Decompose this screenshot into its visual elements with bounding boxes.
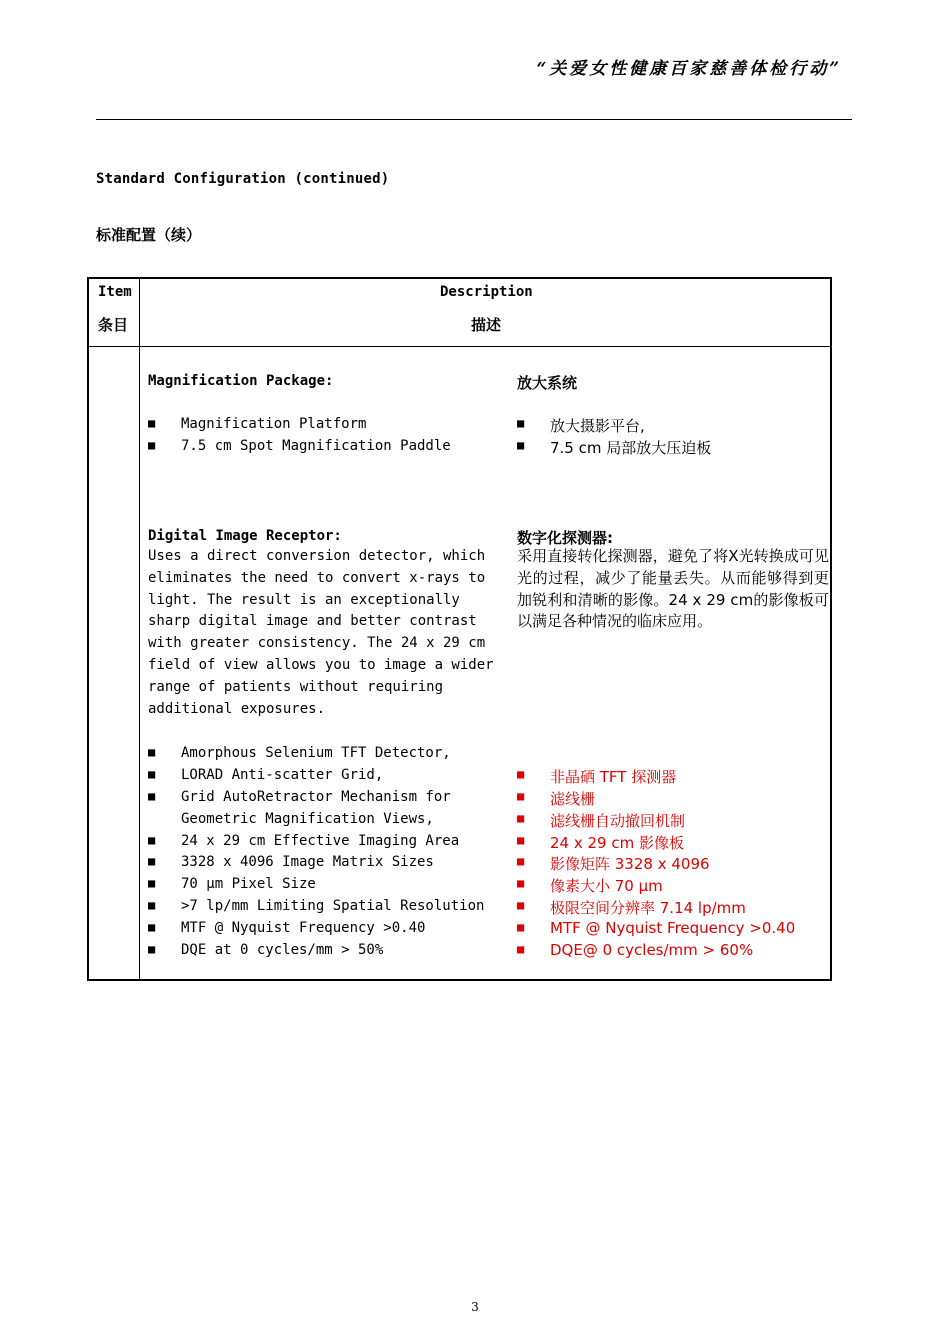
bullet: ■ [148, 898, 156, 912]
bullet: ■ [517, 438, 525, 452]
section-title-zh: 标准配置（续） [96, 226, 202, 244]
section-title-en: Standard Configuration (continued) [96, 171, 390, 187]
config-table [87, 277, 832, 981]
spec-item-en: DQE at 0 cycles/mm > 50% [181, 942, 384, 958]
spec-item-zh: 非晶硒 TFT 探测器 [550, 768, 677, 786]
bullet: ■ [148, 745, 156, 759]
magnification-title-en: Magnification Package: [148, 373, 334, 389]
magnification-item-zh: 7.5 cm 局部放大压迫板 [550, 439, 712, 457]
spec-item-en: LORAD Anti-scatter Grid, [181, 767, 384, 783]
spec-item-en: Grid AutoRetractor Mechanism for [181, 789, 451, 805]
paragraph-line: sharp digital image and better contrast [148, 613, 477, 630]
spec-item-zh: 极限空间分辨率 7.14 lp/mm [550, 899, 746, 917]
spec-item-zh: 影像矩阵 3328 x 4096 [550, 855, 710, 873]
receptor-paragraph-zh: 采用直接转化探测器，避免了将X光转换成可见光的过程，减少了能量丢失。从而能够得到更加锐利和清晰的影像。24 x 29 cm的影像板可以满足各种情况的临床应用。 [517, 547, 829, 631]
header-description-en: Description [440, 284, 533, 300]
bullet: ■ [148, 767, 156, 781]
bullet: ■ [148, 854, 156, 868]
paragraph-line: Uses a direct conversion detector, which [148, 548, 486, 564]
receptor-paragraph-en [148, 546, 494, 720]
spec-item-zh: 滤线栅 [550, 790, 596, 808]
spec-item-zh: 24 x 29 cm 影像板 [550, 834, 684, 852]
bullet: ■ [517, 854, 525, 868]
header-divider [96, 119, 852, 120]
header-description-zh: 描述 [471, 316, 502, 334]
header-slogan: “关爱女性健康百家慈善体检行动” [536, 59, 842, 79]
spec-item-en: >7 lp/mm Limiting Spatial Resolution [181, 898, 485, 914]
magnification-item-en: Magnification Platform [181, 416, 367, 432]
spec-item-en: Geometric Magnification Views, [181, 811, 434, 827]
column-divider [139, 279, 140, 979]
page-number: 3 [471, 1300, 479, 1314]
bullet: ■ [517, 416, 525, 430]
paragraph-line: with greater consistency. The 24 x 29 cm [148, 635, 486, 652]
paragraph-line: additional exposures. [148, 700, 326, 717]
bullet: ■ [517, 789, 525, 803]
receptor-title-en: Digital Image Receptor: [148, 528, 342, 544]
paragraph-line: light. The result is an exceptionally [148, 591, 460, 608]
bullet: ■ [148, 416, 156, 430]
magnification-title-zh: 放大系统 [517, 374, 578, 392]
paragraph-line: eliminates the need to convert x-rays to [148, 569, 486, 586]
magnification-item-zh: 放大摄影平台, [550, 417, 645, 435]
spec-item-en: 24 x 29 cm Effective Imaging Area [181, 833, 460, 849]
spec-item-zh: DQE@ 0 cycles/mm > 60% [550, 941, 754, 959]
bullet: ■ [517, 767, 525, 781]
spec-item-en: Amorphous Selenium TFT Detector, [181, 745, 451, 761]
paragraph-line: range of patients without requiring [148, 678, 444, 695]
bullet: ■ [517, 920, 525, 934]
spec-item-zh: 像素大小 70 μm [550, 877, 663, 895]
bullet: ■ [517, 811, 525, 825]
bullet: ■ [517, 898, 525, 912]
bullet: ■ [517, 833, 525, 847]
bullet: ■ [148, 438, 156, 452]
paragraph-line: field of view allows you to image a wider [148, 656, 494, 673]
spec-item-en: MTF @ Nyquist Frequency >0.40 [181, 920, 426, 936]
spec-item-en: 70 μm Pixel Size [181, 876, 316, 892]
spec-item-zh: 滤线栅自动撤回机制 [550, 812, 686, 830]
header-row-divider [89, 346, 830, 347]
magnification-item-en: 7.5 cm Spot Magnification Paddle [181, 438, 451, 454]
bullet: ■ [148, 833, 156, 847]
bullet: ■ [148, 789, 156, 803]
bullet: ■ [517, 876, 525, 890]
spec-item-en: 3328 x 4096 Image Matrix Sizes [181, 854, 434, 870]
bullet: ■ [517, 942, 525, 956]
header-item-zh: 条目 [98, 316, 129, 334]
spec-item-zh: MTF @ Nyquist Frequency >0.40 [550, 919, 796, 937]
receptor-title-zh: 数字化探测器: [517, 529, 613, 547]
bullet: ■ [148, 876, 156, 890]
header-item-en: Item [98, 284, 132, 300]
bullet: ■ [148, 942, 156, 956]
bullet: ■ [148, 920, 156, 934]
